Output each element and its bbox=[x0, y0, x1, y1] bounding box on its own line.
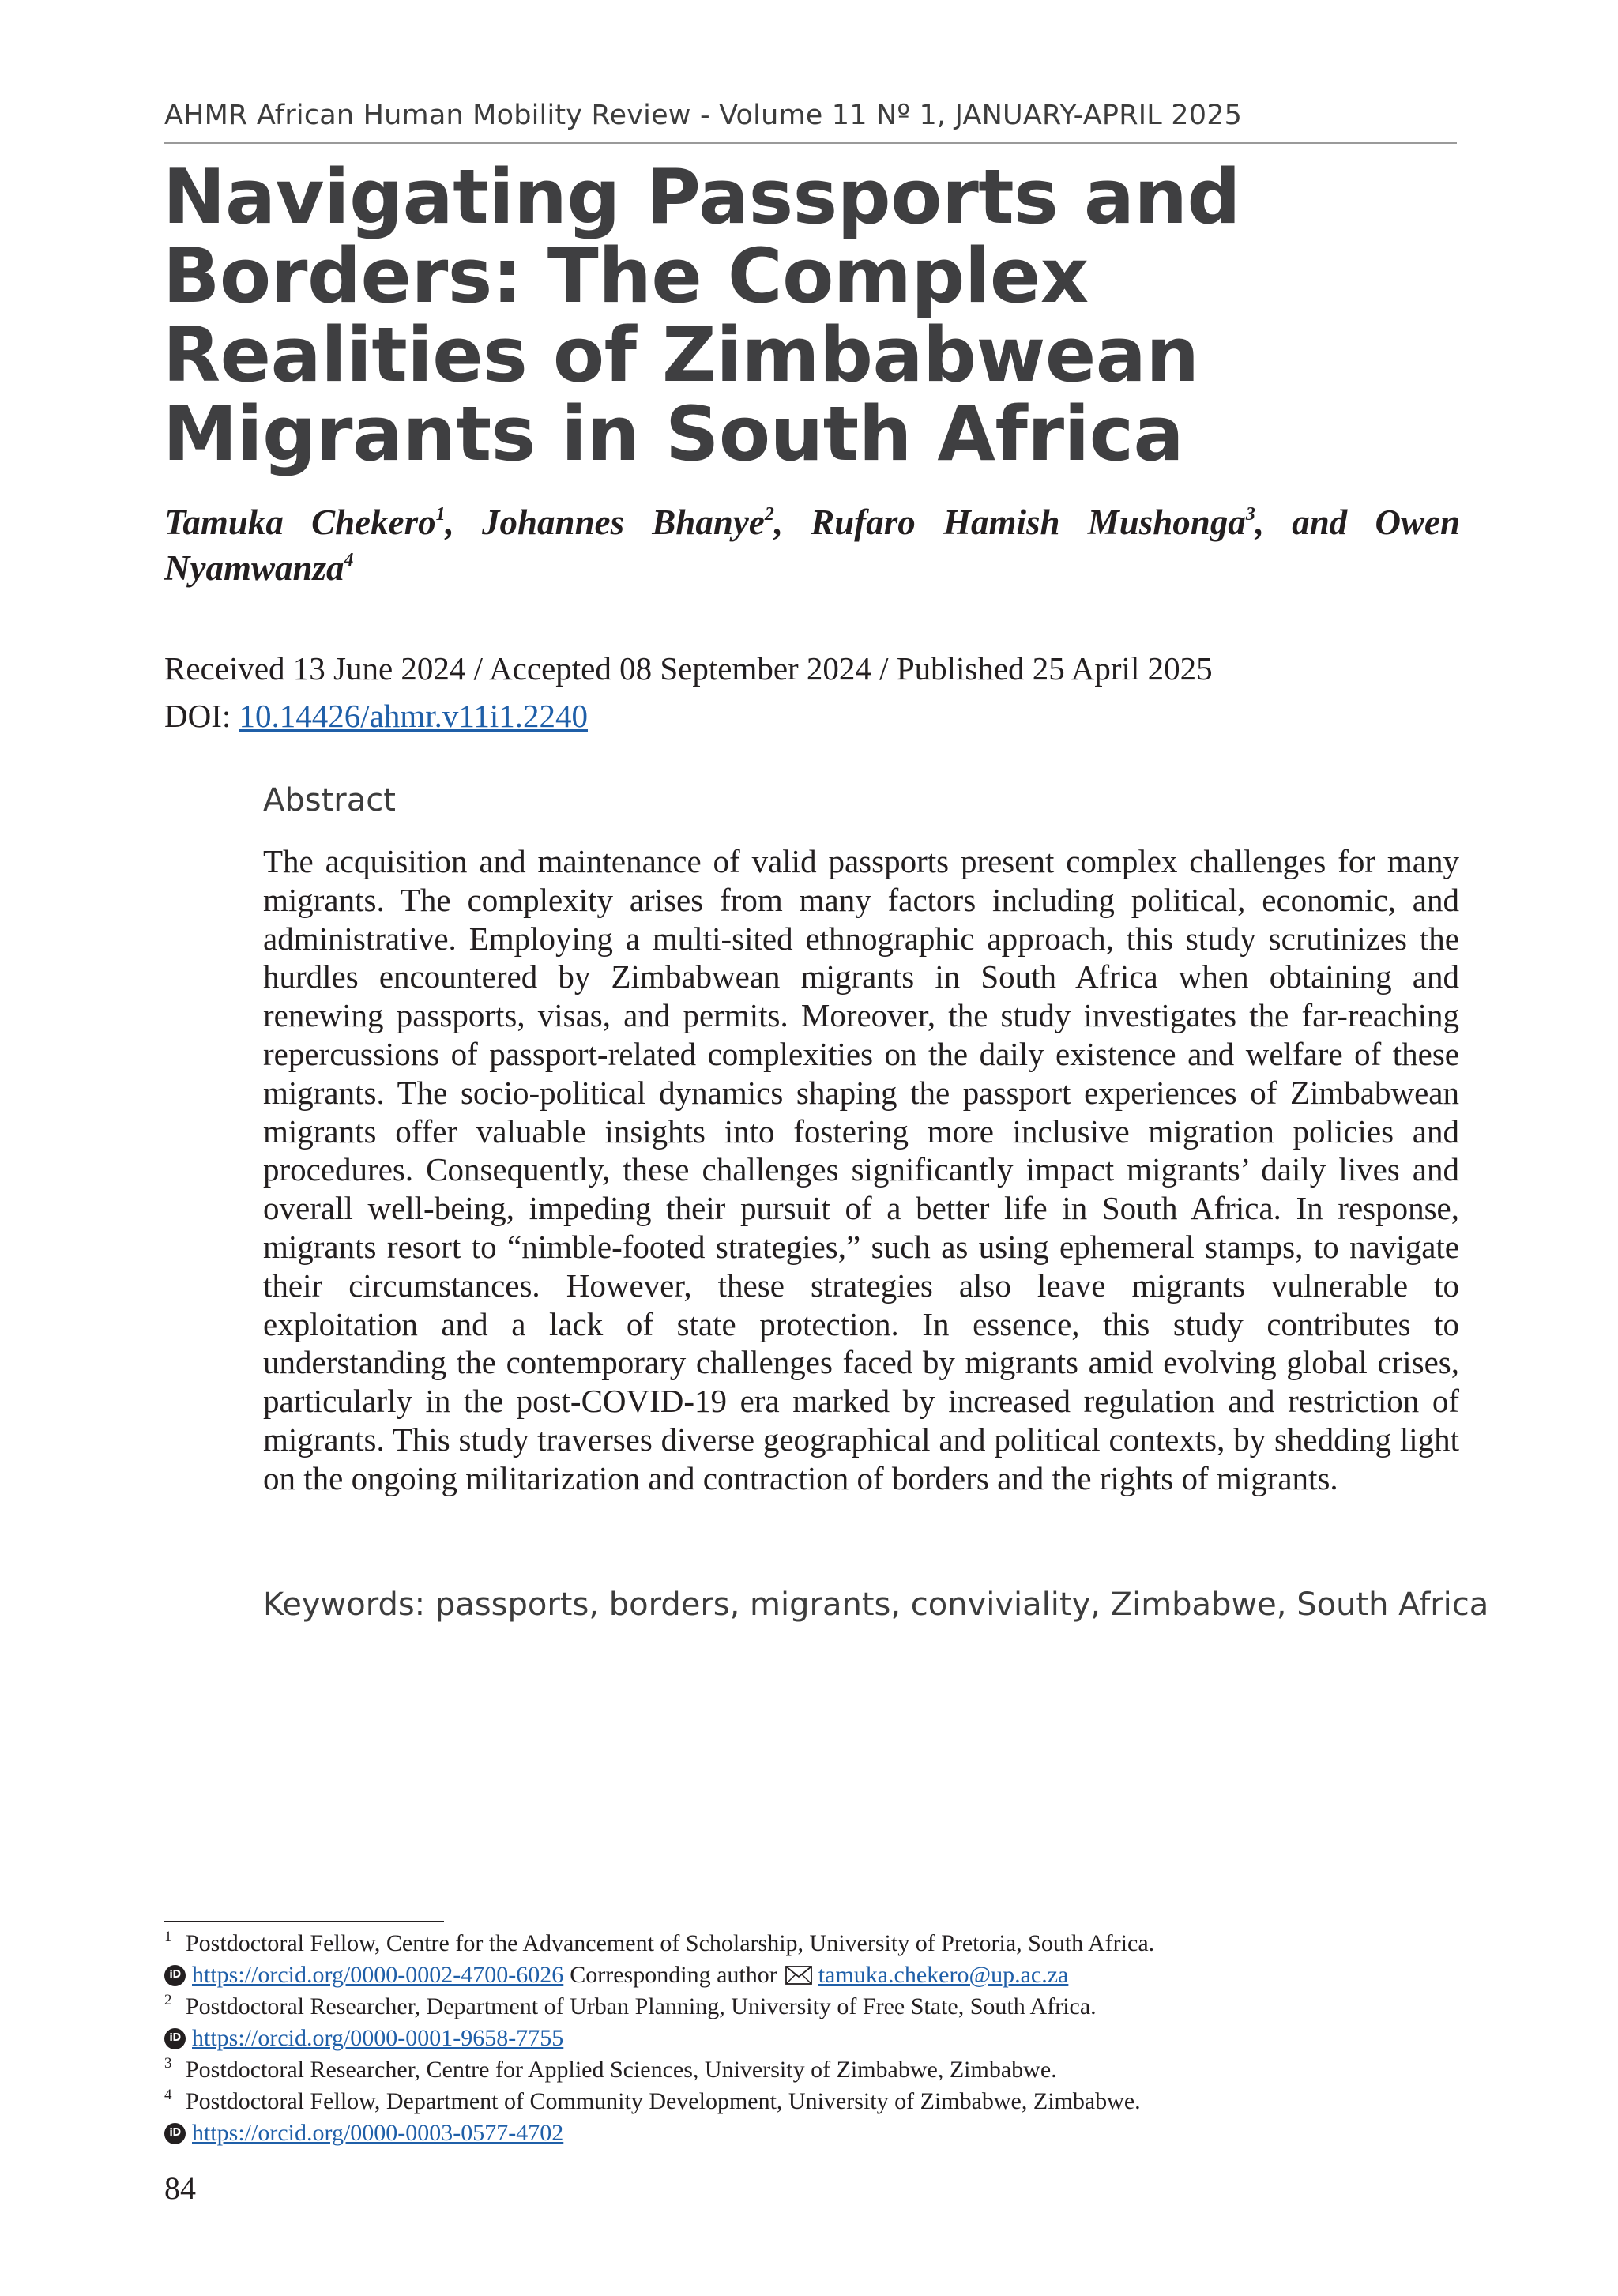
email-link[interactable]: tamuka.chekero@up.ac.za bbox=[818, 1962, 1069, 1988]
footnote-number: 1 bbox=[164, 1929, 172, 1945]
footnote-rule bbox=[164, 1921, 444, 1922]
footnote-2 bbox=[164, 1991, 1460, 2023]
orcid-link[interactable]: https://orcid.org/0000-0002-4700-6026 bbox=[192, 1962, 564, 1988]
article-title: Navigating Passports and Borders: The Complex Realities of Zimbabwean Migrants in South Africa bbox=[163, 154, 1241, 478]
footnote-4-orcid bbox=[164, 2117, 1460, 2149]
footnote-2-orcid bbox=[164, 2023, 1460, 2054]
author-affiliation-mark: 4 bbox=[344, 550, 354, 570]
author-name: Rufaro Hamish Mushonga bbox=[811, 502, 1246, 542]
page-number: 84 bbox=[164, 2170, 196, 2206]
author-affiliation-mark: 3 bbox=[1245, 504, 1255, 525]
envelope-icon bbox=[785, 1966, 812, 1985]
footnote-1-orcid bbox=[164, 1959, 1460, 1991]
orcid-link[interactable]: https://orcid.org/0000-0003-0577-4702 bbox=[192, 2120, 564, 2146]
footnote-3 bbox=[164, 2054, 1460, 2086]
footnote-text: Postdoctoral Researcher, Centre for Applied Sciences, University of Zimbabwe, Zimbabwe. bbox=[186, 2057, 1057, 2083]
publication-dates: Received 13 June 2024 / Accepted 08 September 2024 / Published 25 April 2025 bbox=[164, 650, 1213, 687]
footnote-text: Postdoctoral Fellow, Department of Community Development, University of Zimbabwe, Zimbabwe. bbox=[186, 2088, 1141, 2114]
doi-label: DOI: bbox=[164, 698, 239, 734]
footnote-number: 4 bbox=[164, 2087, 172, 2103]
author-affiliation-mark: 2 bbox=[764, 504, 774, 525]
running-head-rule bbox=[164, 142, 1457, 144]
orcid-link[interactable]: https://orcid.org/0000-0001-9658-7755 bbox=[192, 2025, 564, 2051]
doi-line bbox=[164, 692, 588, 740]
footnote-text: Postdoctoral Fellow, Centre for the Advancement of Scholarship, University of Pretoria, South Africa. bbox=[186, 1930, 1155, 1956]
author-separator: , bbox=[445, 502, 483, 542]
author-list bbox=[164, 499, 1460, 591]
corresponding-author-label: Corresponding author bbox=[570, 1962, 777, 1988]
footnote-number: 2 bbox=[164, 1992, 172, 2008]
footnote-number: 3 bbox=[164, 2055, 172, 2072]
author-name: Johannes Bhanye bbox=[482, 502, 765, 542]
orcid-icon: iD bbox=[164, 2123, 186, 2144]
orcid-icon: iD bbox=[164, 1965, 186, 1986]
abstract-heading: Abstract bbox=[263, 782, 396, 819]
abstract-text: The acquisition and maintenance of valid passports present complex challenges for many migrants. The complexity arises from many factors including political, economic, and administrative. Employing a multi-sited ethnographic approach, this study scrutinizes the hurdles encountered by Zimbabwean migrants in South Africa when obtaining and renewing passports, visas, and permits. Moreover, the study investigates the far-reaching repercussions of passport-related complexities on the daily existence and welfare of these migrants. The socio-political dynamics shaping the passport experiences of Zimbabwean migrants offer valuable insights into fostering more inclusive migration policies and procedures. Consequently, these challenges significantly impact migrants’ daily lives and overall well-being, impeding their pursuit of a better life in South Africa. In response, migrants resort to “nimble-footed strategies,” such as using ephemeral stamps, to navigate their circumstances. However, these strategies also leave migrants vulnerable to exploitation and a lack of state protection. In essence, this study contributes to understanding the contemporary challenges faced by migrants amid evolving global crises, particularly in the post-COVID-19 era marked by increased regulation and restriction of migrants. This study traverses diverse geographical and political contexts, by shedding light on the ongoing militarization and contraction of borders and the rights of migrants. bbox=[263, 843, 1459, 1496]
author-affiliation-mark: 1 bbox=[435, 504, 446, 525]
author-separator: , and bbox=[1255, 502, 1375, 542]
footnote-4 bbox=[164, 2086, 1460, 2117]
orcid-icon: iD bbox=[164, 2028, 186, 2049]
footnotes bbox=[164, 1928, 1460, 2149]
footnote-1 bbox=[164, 1928, 1460, 1959]
doi-link[interactable]: 10.14426/ahmr.v11i1.2240 bbox=[239, 698, 589, 734]
author-name: Tamuka Chekero bbox=[164, 502, 436, 542]
running-head: AHMR African Human Mobility Review - Volume 11 Nº 1, JANUARY-APRIL 2025 bbox=[164, 100, 1243, 131]
author-separator: , bbox=[773, 502, 811, 542]
author-name: Owen Nyamwanza bbox=[164, 502, 1461, 588]
keywords: Keywords: passports, borders, migrants, conviviality, Zimbabwe, South Africa bbox=[263, 1586, 1489, 1623]
footnote-text: Postdoctoral Researcher, Department of Urban Planning, University of Free State, South Africa. bbox=[186, 1993, 1097, 2019]
